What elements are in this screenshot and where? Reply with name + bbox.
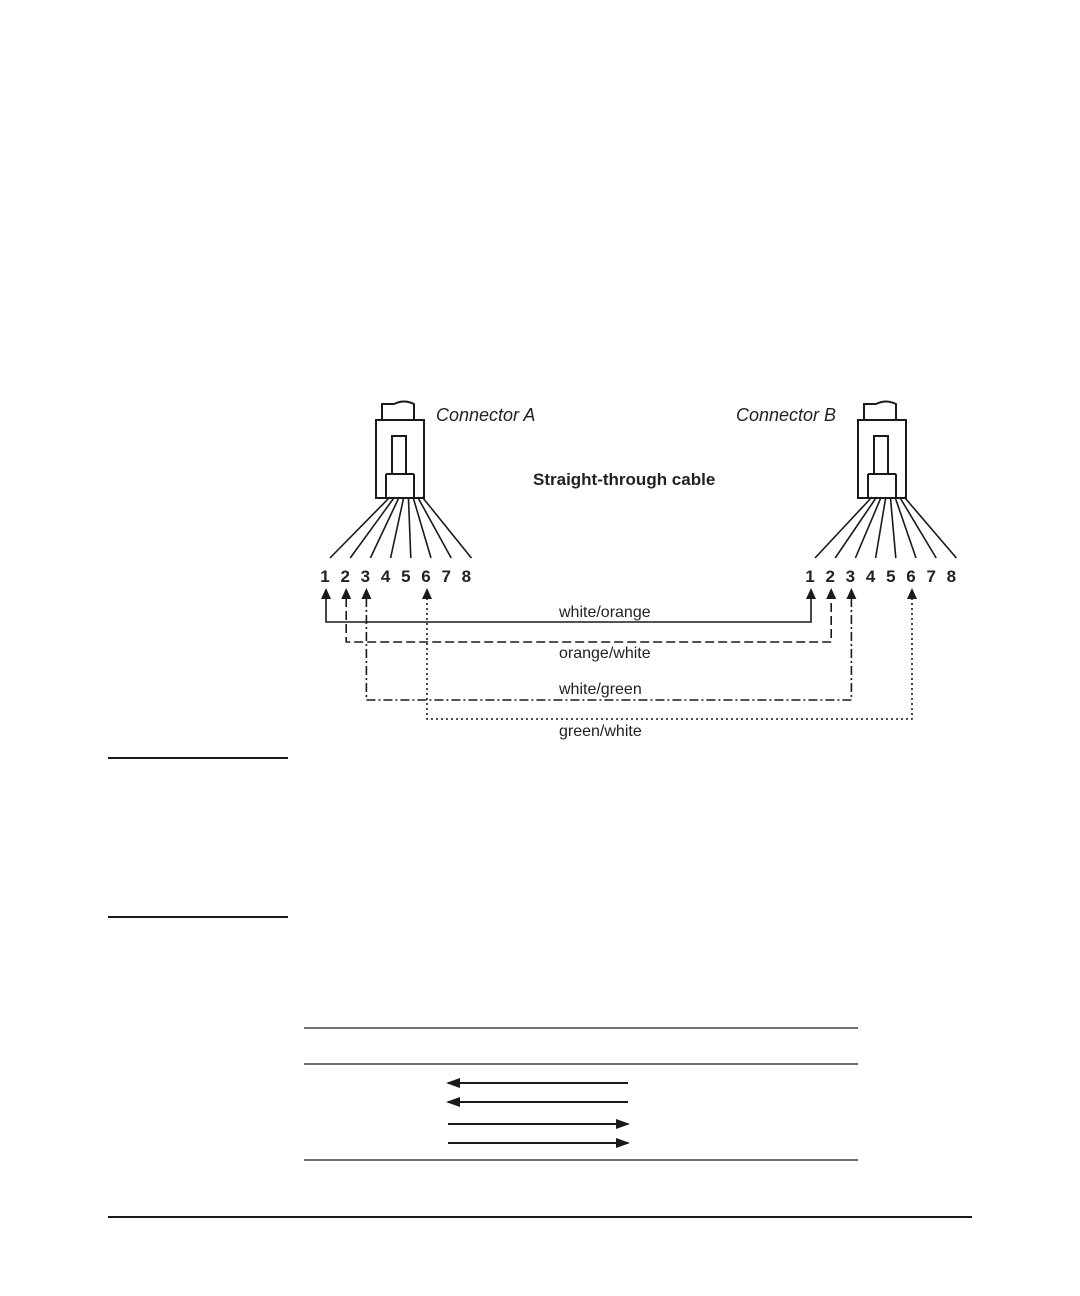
wire-arrowhead (321, 588, 331, 599)
pin-number: 1 (805, 567, 815, 586)
connector-b-leads (815, 497, 956, 558)
lead-wire (408, 497, 410, 558)
connector-a-leads (330, 497, 471, 558)
arrow-left-icon (446, 1097, 460, 1107)
connector-a-pin-numbers (320, 567, 471, 586)
lead-wire (391, 497, 404, 558)
pin-number: 4 (380, 567, 391, 586)
pin-number: 6 (906, 567, 916, 586)
pin-number: 2 (825, 567, 835, 586)
lead-wire (330, 497, 390, 558)
wire-label-white-green: white/green (559, 681, 642, 698)
lead-wire (890, 497, 895, 558)
pin-number: 5 (401, 567, 411, 586)
wire-arrowhead (846, 588, 856, 599)
wire-arrowhead (826, 588, 836, 599)
connector-a-label: Connector A (436, 405, 536, 425)
diagram-title: Straight-through cable (533, 470, 716, 489)
pin-number: 1 (320, 567, 330, 586)
lead-wire (370, 497, 399, 558)
pin-number: 2 (340, 567, 350, 586)
pin-number: 8 (946, 567, 957, 586)
connector-b-pin-numbers (805, 567, 956, 586)
wire-arrowhead (361, 588, 371, 599)
connector-b-label: Connector B (736, 405, 837, 425)
pin-number: 4 (865, 567, 876, 586)
connector-b-plug-icon (858, 402, 906, 499)
lead-wire (835, 497, 876, 558)
arrow-left-icon (446, 1078, 460, 1088)
signal-direction-arrows (446, 1078, 630, 1148)
pin-number: 7 (441, 567, 451, 586)
pin-number: 3 (360, 567, 371, 586)
wire-label-orange-white: orange/white (559, 645, 651, 662)
lead-wire (350, 497, 394, 558)
wire-label-white-orange: white/orange (559, 604, 651, 621)
wire-arrowhead (422, 588, 432, 599)
wire-arrowhead (907, 588, 917, 599)
arrow-right-icon (616, 1138, 630, 1148)
lead-wire (815, 497, 872, 558)
wire-arrowhead (806, 588, 816, 599)
wire-label-green-white: green/white (559, 723, 642, 740)
pin-number: 6 (421, 567, 431, 586)
arrow-right-icon (616, 1119, 630, 1129)
pin-number: 8 (461, 567, 472, 586)
wire-arrowhead (341, 588, 351, 599)
pin-number: 7 (926, 567, 936, 586)
pin-number: 5 (886, 567, 896, 586)
pin-number: 3 (845, 567, 856, 586)
connector-a-plug-icon (376, 402, 424, 499)
wire-path (427, 598, 912, 719)
